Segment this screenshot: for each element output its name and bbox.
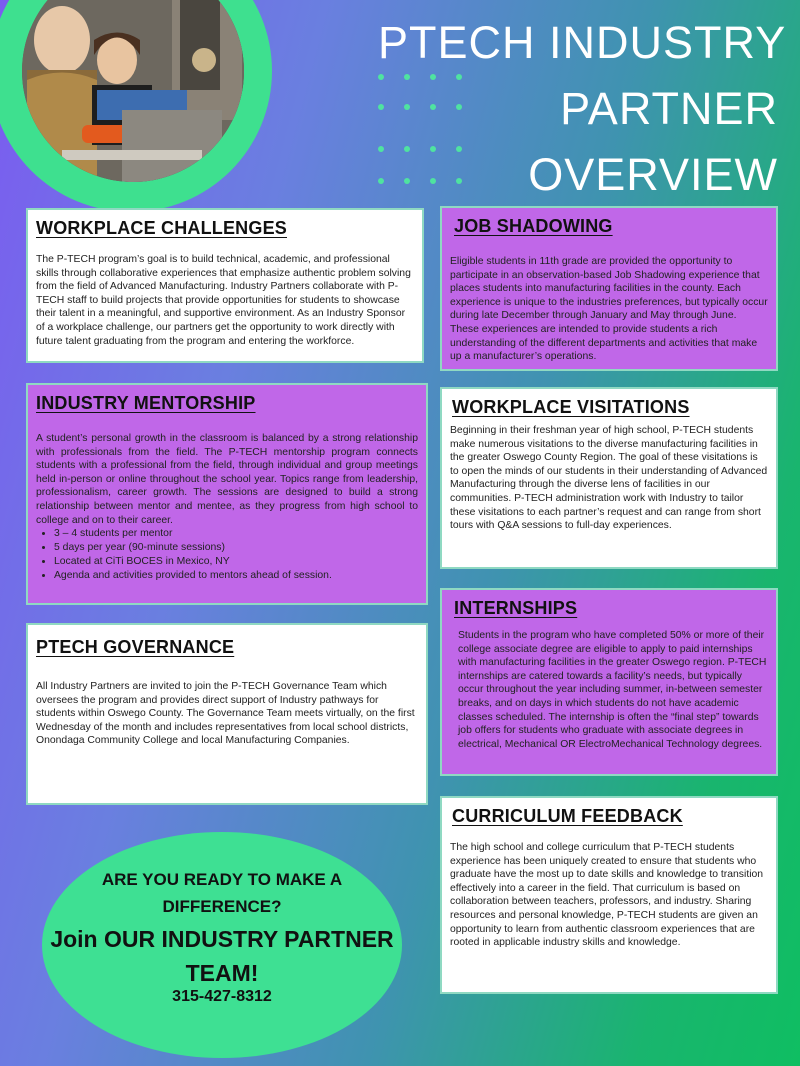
title-line-2: PARTNER bbox=[560, 83, 778, 134]
job-shadowing-heading: JOB SHADOWING bbox=[454, 216, 613, 236]
mentorship-bullet-list bbox=[36, 527, 418, 583]
ptech-governance-heading: PTECH GOVERNANCE bbox=[36, 637, 235, 657]
curriculum-feedback-text: The high school and college curriculum that P-TECH students experience has been uniquely created to ensure that students who graduate have the most up to date skills and knowledge to transition effectively into a career in the field. That curriculum is based on collaboration between teachers, professors, and industry. Sharing resources and personal knowledge, P-TECH students are given an opportunity to learn from authentic classroom experiences that are rooted in applicable industry skills and knowledge. bbox=[450, 842, 764, 949]
cta-question: ARE YOU READY TO MAKE A DIFFERENCE? bbox=[101, 870, 343, 916]
workplace-challenges-heading: WORKPLACE CHALLENGES bbox=[36, 218, 287, 238]
workplace-challenges-text: The P-TECH program’s goal is to build technical, academic, and professional skills through collaborative experiences that emphasize authentic problem solving from the field of Advanced Manufacturing. Industry Partners collaborate with P-TECH staff to build projects that provide opportunities for students to showcase their talent in a meaningful, and supportive environment. As an Industry Sponsor of a workplace challenge, our partners get the opportunity to work directly with future talent graduating from the program and entering the workforce. bbox=[36, 254, 411, 347]
internships-card bbox=[440, 588, 778, 776]
industry-mentorship-heading: INDUSTRY MENTORSHIP bbox=[36, 393, 256, 413]
list-item: • Agenda and activities provided to mentors ahead of session. bbox=[54, 569, 418, 583]
curriculum-feedback-heading: CURRICULUM FEEDBACK bbox=[452, 806, 683, 826]
list-item: • 3 – 4 students per mentor bbox=[54, 527, 418, 541]
ptech-governance-card bbox=[26, 623, 428, 805]
workplace-visitations-card bbox=[440, 387, 778, 569]
ptech-governance-text: All Industry Partners are invited to join the P-TECH Governance Team which oversees the program and provides direct support of Industry pathways for students within Oswego County. The Governance Team meets virtually, on the first Wednesday of the month and includes representatives from local school districts, Onondaga Community College and local Manufacturing Companies. bbox=[36, 681, 415, 747]
title-line-1: PTECH INDUSTRY bbox=[378, 17, 787, 68]
curriculum-feedback-card bbox=[440, 796, 778, 994]
cta-join-text: Join OUR INDUSTRY PARTNER TEAM! bbox=[50, 926, 394, 986]
workplace-visitations-text: Beginning in their freshman year of high school, P-TECH students make numerous visitations to the diverse manufacturing facilities in the greater Oswego County Region. The goal of these visitations is to open the minds of our students in their understanding of Advanced Manufacturing through the diverse lens of facilities in our communities. P-TECH administration work with Industry to tailor these visitations to each partner’s request and can range from short tours with Q&A sessions to full-day experiences. bbox=[450, 425, 768, 532]
workplace-visitations-heading: WORKPLACE VISITATIONS bbox=[452, 397, 690, 417]
list-item: • Located at CiTi BOCES in Mexico, NY bbox=[54, 555, 418, 569]
industry-mentorship-card bbox=[26, 383, 428, 605]
internships-heading: INTERNSHIPS bbox=[454, 598, 578, 618]
job-shadowing-card bbox=[440, 206, 778, 371]
internships-text: Students in the program who have completed 50% or more of their college associate degree are eligible to apply to paid internships with manufacturing facilities in the greater Oswego region. P-TECH internships are catered towards a facility’s needs, but typically occur throughout the year including summer, in-between semester breaks, and on days in which students do not have academic classes scheduled. The internship is often the “final step” towards job offers for students who graduate with associate degrees in electrical, Mechanical OR ElectroMechanical Technology degrees. bbox=[458, 630, 767, 750]
industry-mentorship-text: A student’s personal growth in the classroom is balanced by a strong relationship with professionals from the field. The P-TECH mentorship program connects students with a professional from the field, through individual and group meetings held in-person or online throughout the school year. Topics range from leadership, professionalism, career growth. The sessions are designed to build a strong relationship between mentor and mentee, as they progress from high school to college and on to their career. bbox=[36, 433, 418, 526]
call-to-action-oval bbox=[42, 832, 402, 1058]
cta-phone-number[interactable]: 315-427-8312 bbox=[172, 988, 272, 1005]
workplace-challenges-card bbox=[26, 208, 424, 363]
page-title bbox=[378, 10, 787, 208]
list-item: • 5 days per year (90-minute sessions) bbox=[54, 541, 418, 555]
title-line-3: OVERVIEW bbox=[528, 149, 778, 200]
job-shadowing-text: Eligible students in 11th grade are provided the opportunity to participate in an observation-based Job Shadowing experience that places students into manufacturing facilities in the county. Each experience is unique to the industries preferences, but typically occur during late December through January and May through June. These experiences are intended to provide students a rich understanding of the different departments and activities that make up a manufacturer’s operations. bbox=[450, 256, 768, 363]
